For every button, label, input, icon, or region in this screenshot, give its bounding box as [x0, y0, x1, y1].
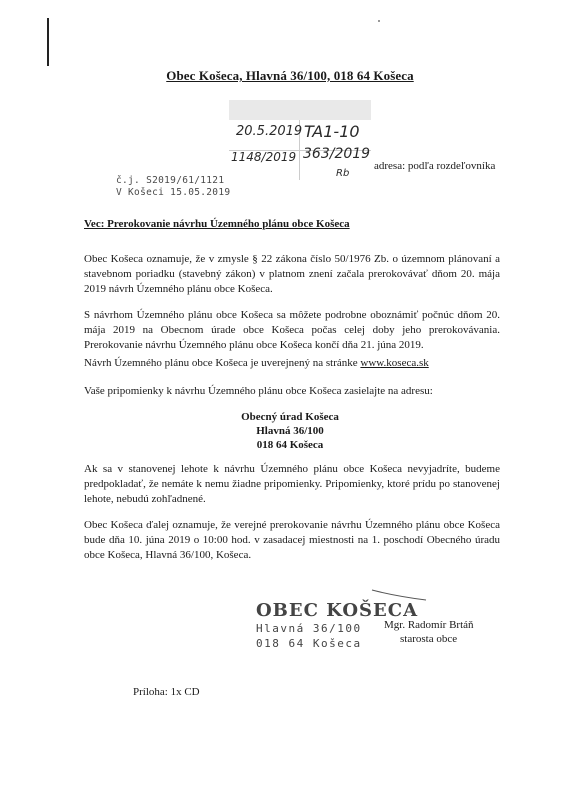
stamp-org-city: 018 64 Košeca [256, 637, 362, 650]
paragraph-website: Návrh Územného plánu obce Košeca je uverejnený na stránke www.koseca.sk [84, 357, 429, 369]
margin-mark [47, 18, 49, 66]
stamp-org-name: OBEC KOŠECA [256, 600, 419, 621]
signer-name: Mgr. Radomír Brtáň [384, 619, 474, 631]
website-link[interactable]: www.koseca.sk [360, 357, 429, 369]
stamp-initials: Rb [336, 168, 350, 179]
reference-place-date: V Košeci 15.05.2019 [116, 187, 231, 198]
reference-number: č.j. S2019/61/1121 [116, 175, 225, 186]
scan-dot [378, 20, 380, 22]
paragraph-public-hearing: Obec Košeca ďalej oznamuje, že verejné prerokovanie návrhu Územného plánu obce Košeca bude dňa 10. júna 2019 o 10:00 hod. v zasadacej miestnosti na 1. poschodí Obecného úradu obce Košeca, Hlavná 36/100, Košeca. [84, 519, 500, 561]
office-city: 018 64 Košeca [256, 439, 324, 451]
address-line: adresa: podľa rozdeľovníka [374, 160, 496, 172]
letterhead-title: Obec Košeca, Hlavná 36/100, 018 64 Košeca [166, 68, 414, 83]
office-name: Obecný úrad Košeca [241, 411, 339, 423]
paragraph-deadline: Ak sa v stanovenej lehote k návrhu Územného plánu obce Košeca nevyjadríte, budeme predpokladať, že nemáte k nemu žiadne pripomienky. Pripomienky, ktoré prídu po stanovenej lehote, nebudú zohľadnené. [84, 463, 500, 505]
attachment-note: Príloha: 1x CD [133, 686, 200, 698]
paragraph-comments-address: Vaše pripomienky k návrhu Územného plánu obce Košeca zasielajte na adresu: [84, 385, 433, 397]
signer-title: starosta obce [400, 633, 458, 645]
office-street: Hlavná 36/100 [256, 425, 324, 437]
subject-line: Vec: Prerokovanie návrhu Územného plánu obce Košeca [84, 218, 350, 230]
stamp-date-received: 20.5.2019 [236, 124, 303, 139]
stamp-reference-no: 1148/2019 [231, 150, 297, 164]
paragraph-announcement: Obec Košeca oznamuje, že v zmysle § 22 zákona číslo 50/1976 Zb. o územnom plánovaní a stavebnom poriadku (stavebný zákon) v platnom znení začala prerokovávať dňom 20. mája 2019 návrh Územného plánu obce Košeca. [84, 253, 500, 295]
signer-block [384, 618, 474, 646]
stamp-file-code: TA1-10 [304, 122, 360, 141]
signature-mark [370, 586, 430, 606]
registry-stamp-header [229, 100, 371, 120]
stamp-org-street: Hlavná 36/100 [256, 622, 362, 635]
paragraph-review-period: S návrhom Územného plánu obce Košeca sa môžete podrobne oboznámiť počnúc dňom 20. mája 2019 na Obecnom úrade obce Košeca počas celej doby jeho prerokovávania. Prerokovanie návrhu Územného plánu obce Košeca končí dňa 21. júna 2019. [84, 309, 500, 351]
stamp-registry-no: 363/2019 [303, 146, 371, 162]
